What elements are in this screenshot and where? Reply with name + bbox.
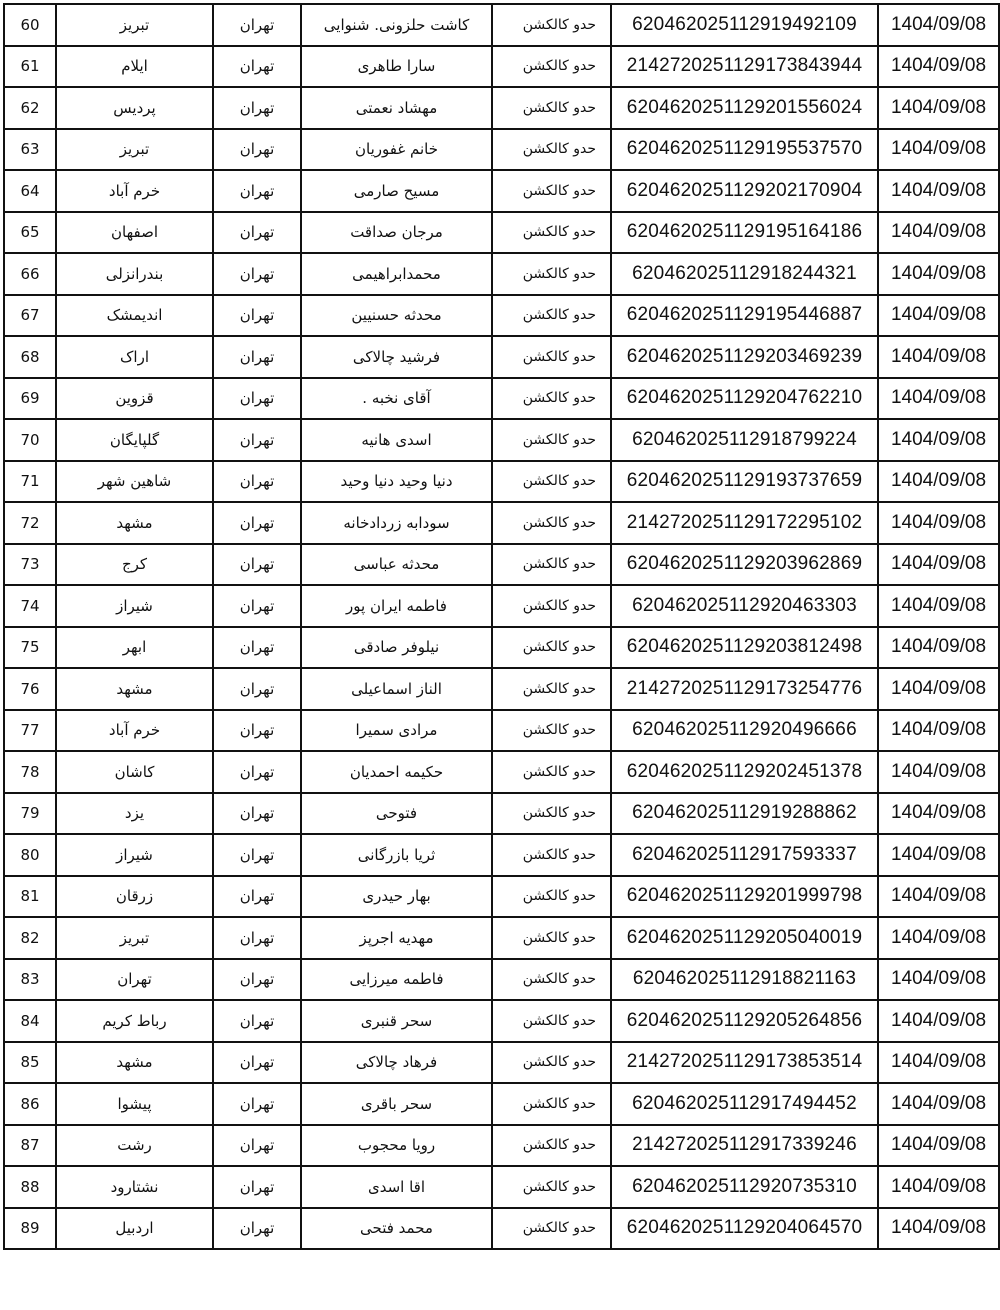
date-cell: 1404/09/08 <box>878 876 999 918</box>
destination-city-cell: زرقان <box>56 876 213 918</box>
courier-cell: حدو کالکشن <box>492 4 611 46</box>
date-cell: 1404/09/08 <box>878 461 999 503</box>
courier-cell: حدو کالکشن <box>492 295 611 337</box>
row-number-cell: 84 <box>4 1000 56 1042</box>
table-row <box>4 834 999 876</box>
courier-cell: حدو کالکشن <box>492 1042 611 1084</box>
origin-city-cell: تهران <box>213 253 301 295</box>
destination-city-cell: رباط کریم <box>56 1000 213 1042</box>
tracking-code-cell: 620462025112919492109 <box>611 4 878 46</box>
origin-city-cell: تهران <box>213 1166 301 1208</box>
origin-city-cell: تهران <box>213 295 301 337</box>
courier-cell: حدو کالکشن <box>492 876 611 918</box>
tracking-code-cell: 6204620251129203812498 <box>611 627 878 669</box>
row-number-cell: 67 <box>4 295 56 337</box>
tracking-code-cell: 2142720251129173853514 <box>611 1042 878 1084</box>
recipient-name-cell: سودابه زردادخانه <box>301 502 492 544</box>
origin-city-cell: تهران <box>213 876 301 918</box>
courier-cell: حدو کالکشن <box>492 253 611 295</box>
table-row <box>4 917 999 959</box>
destination-city-cell: گلپایگان <box>56 419 213 461</box>
origin-city-cell: تهران <box>213 378 301 420</box>
courier-cell: حدو کالکشن <box>492 585 611 627</box>
recipient-name-cell: بهار حیدری <box>301 876 492 918</box>
tracking-code-cell: 620462025112919288862 <box>611 793 878 835</box>
recipient-name-cell: رویا محجوب <box>301 1125 492 1167</box>
tracking-code-cell: 6204620251129195164186 <box>611 212 878 254</box>
origin-city-cell: تهران <box>213 336 301 378</box>
table-body <box>4 4 999 1249</box>
date-cell: 1404/09/08 <box>878 295 999 337</box>
recipient-name-cell: فاطمه میرزایی <box>301 959 492 1001</box>
destination-city-cell: بندرانزلی <box>56 253 213 295</box>
destination-city-cell: شیراز <box>56 834 213 876</box>
table-row <box>4 1208 999 1250</box>
courier-cell: حدو کالکشن <box>492 1000 611 1042</box>
origin-city-cell: تهران <box>213 834 301 876</box>
date-cell: 1404/09/08 <box>878 129 999 171</box>
row-number-cell: 72 <box>4 502 56 544</box>
table-row <box>4 876 999 918</box>
origin-city-cell: تهران <box>213 502 301 544</box>
origin-city-cell: تهران <box>213 585 301 627</box>
courier-cell: حدو کالکشن <box>492 959 611 1001</box>
table-row <box>4 710 999 752</box>
tracking-code-cell: 6204620251129195537570 <box>611 129 878 171</box>
tracking-code-cell: 620462025112917593337 <box>611 834 878 876</box>
tracking-code-cell: 6204620251129205040019 <box>611 917 878 959</box>
courier-cell: حدو کالکشن <box>492 46 611 88</box>
tracking-code-cell: 6204620251129202451378 <box>611 751 878 793</box>
destination-city-cell: اراک <box>56 336 213 378</box>
row-number-cell: 62 <box>4 87 56 129</box>
row-number-cell: 83 <box>4 959 56 1001</box>
tracking-code-cell: 620462025112920735310 <box>611 1166 878 1208</box>
destination-city-cell: اردبیل <box>56 1208 213 1250</box>
origin-city-cell: تهران <box>213 212 301 254</box>
table-row <box>4 336 999 378</box>
table-row <box>4 461 999 503</box>
shipment-table <box>3 3 1000 1250</box>
table-row <box>4 502 999 544</box>
courier-cell: حدو کالکشن <box>492 710 611 752</box>
table-row <box>4 1042 999 1084</box>
destination-city-cell: مشهد <box>56 1042 213 1084</box>
row-number-cell: 74 <box>4 585 56 627</box>
recipient-name-cell: محمد فتحی <box>301 1208 492 1250</box>
courier-cell: حدو کالکشن <box>492 502 611 544</box>
row-number-cell: 89 <box>4 1208 56 1250</box>
destination-city-cell: خرم آباد <box>56 170 213 212</box>
courier-cell: حدو کالکشن <box>492 544 611 586</box>
date-cell: 1404/09/08 <box>878 917 999 959</box>
row-number-cell: 66 <box>4 253 56 295</box>
date-cell: 1404/09/08 <box>878 1042 999 1084</box>
table-row <box>4 668 999 710</box>
destination-city-cell: نشتارود <box>56 1166 213 1208</box>
row-number-cell: 60 <box>4 4 56 46</box>
destination-city-cell: کاشان <box>56 751 213 793</box>
table-row <box>4 295 999 337</box>
date-cell: 1404/09/08 <box>878 1166 999 1208</box>
row-number-cell: 73 <box>4 544 56 586</box>
courier-cell: حدو کالکشن <box>492 1125 611 1167</box>
date-cell: 1404/09/08 <box>878 751 999 793</box>
table-row <box>4 46 999 88</box>
table-row <box>4 793 999 835</box>
date-cell: 1404/09/08 <box>878 793 999 835</box>
row-number-cell: 76 <box>4 668 56 710</box>
origin-city-cell: تهران <box>213 129 301 171</box>
recipient-name-cell: اسدی هانیه <box>301 419 492 461</box>
date-cell: 1404/09/08 <box>878 212 999 254</box>
origin-city-cell: تهران <box>213 627 301 669</box>
table-row <box>4 170 999 212</box>
tracking-code-cell: 620462025112917494452 <box>611 1083 878 1125</box>
table-row <box>4 585 999 627</box>
recipient-name-cell: فرشید چالاکی <box>301 336 492 378</box>
table-row <box>4 1125 999 1167</box>
date-cell: 1404/09/08 <box>878 1125 999 1167</box>
origin-city-cell: تهران <box>213 4 301 46</box>
courier-cell: حدو کالکشن <box>492 1083 611 1125</box>
row-number-cell: 69 <box>4 378 56 420</box>
date-cell: 1404/09/08 <box>878 253 999 295</box>
destination-city-cell: قزوین <box>56 378 213 420</box>
date-cell: 1404/09/08 <box>878 668 999 710</box>
destination-city-cell: رشت <box>56 1125 213 1167</box>
origin-city-cell: تهران <box>213 87 301 129</box>
tracking-code-cell: 6204620251129193737659 <box>611 461 878 503</box>
recipient-name-cell: مرادی سمیرا <box>301 710 492 752</box>
origin-city-cell: تهران <box>213 668 301 710</box>
row-number-cell: 78 <box>4 751 56 793</box>
courier-cell: حدو کالکشن <box>492 834 611 876</box>
origin-city-cell: تهران <box>213 419 301 461</box>
origin-city-cell: تهران <box>213 959 301 1001</box>
courier-cell: حدو کالکشن <box>492 751 611 793</box>
date-cell: 1404/09/08 <box>878 46 999 88</box>
table-row <box>4 87 999 129</box>
recipient-name-cell: محدثه حسنیین <box>301 295 492 337</box>
tracking-code-cell: 2142720251129172295102 <box>611 502 878 544</box>
row-number-cell: 77 <box>4 710 56 752</box>
courier-cell: حدو کالکشن <box>492 461 611 503</box>
courier-cell: حدو کالکشن <box>492 336 611 378</box>
tracking-code-cell: 6204620251129195446887 <box>611 295 878 337</box>
date-cell: 1404/09/08 <box>878 87 999 129</box>
date-cell: 1404/09/08 <box>878 627 999 669</box>
shipment-sheet <box>3 3 1000 1250</box>
courier-cell: حدو کالکشن <box>492 917 611 959</box>
destination-city-cell: مشهد <box>56 668 213 710</box>
recipient-name-cell: مسیح صارمی <box>301 170 492 212</box>
tracking-code-cell: 6204620251129203469239 <box>611 336 878 378</box>
row-number-cell: 75 <box>4 627 56 669</box>
destination-city-cell: شیراز <box>56 585 213 627</box>
tracking-code-cell: 6204620251129204064570 <box>611 1208 878 1250</box>
table-row <box>4 1166 999 1208</box>
destination-city-cell: مشهد <box>56 502 213 544</box>
courier-cell: حدو کالکشن <box>492 419 611 461</box>
courier-cell: حدو کالکشن <box>492 793 611 835</box>
destination-city-cell: تبریز <box>56 917 213 959</box>
date-cell: 1404/09/08 <box>878 1083 999 1125</box>
recipient-name-cell: ثریا بازرگانی <box>301 834 492 876</box>
recipient-name-cell: مهشاد نعمتی <box>301 87 492 129</box>
recipient-name-cell: اقا اسدی <box>301 1166 492 1208</box>
courier-cell: حدو کالکشن <box>492 378 611 420</box>
date-cell: 1404/09/08 <box>878 378 999 420</box>
origin-city-cell: تهران <box>213 1000 301 1042</box>
destination-city-cell: اندیمشک <box>56 295 213 337</box>
tracking-code-cell: 6204620251129205264856 <box>611 1000 878 1042</box>
origin-city-cell: تهران <box>213 1042 301 1084</box>
courier-cell: حدو کالکشن <box>492 627 611 669</box>
row-number-cell: 86 <box>4 1083 56 1125</box>
row-number-cell: 79 <box>4 793 56 835</box>
date-cell: 1404/09/08 <box>878 336 999 378</box>
table-row <box>4 751 999 793</box>
recipient-name-cell: حکیمه احمدیان <box>301 751 492 793</box>
row-number-cell: 88 <box>4 1166 56 1208</box>
destination-city-cell: تهران <box>56 959 213 1001</box>
recipient-name-cell: الناز اسماعیلی <box>301 668 492 710</box>
origin-city-cell: تهران <box>213 917 301 959</box>
row-number-cell: 65 <box>4 212 56 254</box>
tracking-code-cell: 6204620251129202170904 <box>611 170 878 212</box>
row-number-cell: 82 <box>4 917 56 959</box>
tracking-code-cell: 620462025112920463303 <box>611 585 878 627</box>
tracking-code-cell: 620462025112918244321 <box>611 253 878 295</box>
row-number-cell: 85 <box>4 1042 56 1084</box>
destination-city-cell: تبریز <box>56 129 213 171</box>
recipient-name-cell: خانم غفوریان <box>301 129 492 171</box>
table-row <box>4 378 999 420</box>
origin-city-cell: تهران <box>213 1208 301 1250</box>
recipient-name-cell: مهدیه اجرپز <box>301 917 492 959</box>
origin-city-cell: تهران <box>213 751 301 793</box>
date-cell: 1404/09/08 <box>878 502 999 544</box>
table-row <box>4 544 999 586</box>
recipient-name-cell: مرجان صداقت <box>301 212 492 254</box>
tracking-code-cell: 214272025112917339246 <box>611 1125 878 1167</box>
destination-city-cell: تبریز <box>56 4 213 46</box>
date-cell: 1404/09/08 <box>878 585 999 627</box>
row-number-cell: 63 <box>4 129 56 171</box>
origin-city-cell: تهران <box>213 710 301 752</box>
recipient-name-cell: سارا طاهری <box>301 46 492 88</box>
table-row <box>4 212 999 254</box>
table-row <box>4 4 999 46</box>
tracking-code-cell: 2142720251129173254776 <box>611 668 878 710</box>
table-row <box>4 959 999 1001</box>
origin-city-cell: تهران <box>213 461 301 503</box>
origin-city-cell: تهران <box>213 170 301 212</box>
date-cell: 1404/09/08 <box>878 170 999 212</box>
row-number-cell: 71 <box>4 461 56 503</box>
date-cell: 1404/09/08 <box>878 834 999 876</box>
origin-city-cell: تهران <box>213 1125 301 1167</box>
recipient-name-cell: فرهاد چالاکی <box>301 1042 492 1084</box>
destination-city-cell: کرج <box>56 544 213 586</box>
origin-city-cell: تهران <box>213 1083 301 1125</box>
destination-city-cell: پیشوا <box>56 1083 213 1125</box>
row-number-cell: 87 <box>4 1125 56 1167</box>
recipient-name-cell: سحر قنبری <box>301 1000 492 1042</box>
courier-cell: حدو کالکشن <box>492 212 611 254</box>
table-row <box>4 419 999 461</box>
courier-cell: حدو کالکشن <box>492 668 611 710</box>
tracking-code-cell: 620462025112920496666 <box>611 710 878 752</box>
recipient-name-cell: آقای نخبه . <box>301 378 492 420</box>
row-number-cell: 61 <box>4 46 56 88</box>
row-number-cell: 80 <box>4 834 56 876</box>
origin-city-cell: تهران <box>213 544 301 586</box>
row-number-cell: 81 <box>4 876 56 918</box>
courier-cell: حدو کالکشن <box>492 129 611 171</box>
destination-city-cell: خرم آباد <box>56 710 213 752</box>
recipient-name-cell: دنیا وحید دنیا وحید <box>301 461 492 503</box>
row-number-cell: 70 <box>4 419 56 461</box>
date-cell: 1404/09/08 <box>878 544 999 586</box>
table-row <box>4 253 999 295</box>
table-row <box>4 129 999 171</box>
destination-city-cell: اصفهان <box>56 212 213 254</box>
date-cell: 1404/09/08 <box>878 1000 999 1042</box>
tracking-code-cell: 6204620251129204762210 <box>611 378 878 420</box>
recipient-name-cell: سحر باقری <box>301 1083 492 1125</box>
destination-city-cell: ابهر <box>56 627 213 669</box>
table-row <box>4 1083 999 1125</box>
destination-city-cell: پردیس <box>56 87 213 129</box>
origin-city-cell: تهران <box>213 793 301 835</box>
destination-city-cell: یزد <box>56 793 213 835</box>
row-number-cell: 64 <box>4 170 56 212</box>
date-cell: 1404/09/08 <box>878 1208 999 1250</box>
origin-city-cell: تهران <box>213 46 301 88</box>
destination-city-cell: شاهین شهر <box>56 461 213 503</box>
table-row <box>4 1000 999 1042</box>
date-cell: 1404/09/08 <box>878 959 999 1001</box>
recipient-name-cell: محدثه عباسی <box>301 544 492 586</box>
recipient-name-cell: نیلوفر صادقی <box>301 627 492 669</box>
tracking-code-cell: 620462025112918821163 <box>611 959 878 1001</box>
tracking-code-cell: 620462025112918799224 <box>611 419 878 461</box>
destination-city-cell: ایلام <box>56 46 213 88</box>
courier-cell: حدو کالکشن <box>492 1166 611 1208</box>
row-number-cell: 68 <box>4 336 56 378</box>
courier-cell: حدو کالکشن <box>492 87 611 129</box>
recipient-name-cell: فتوحی <box>301 793 492 835</box>
date-cell: 1404/09/08 <box>878 419 999 461</box>
tracking-code-cell: 6204620251129203962869 <box>611 544 878 586</box>
date-cell: 1404/09/08 <box>878 4 999 46</box>
tracking-code-cell: 2142720251129173843944 <box>611 46 878 88</box>
date-cell: 1404/09/08 <box>878 710 999 752</box>
courier-cell: حدو کالکشن <box>492 170 611 212</box>
courier-cell: حدو کالکشن <box>492 1208 611 1250</box>
table-row <box>4 627 999 669</box>
recipient-name-cell: کاشت حلزونی. شنوایی <box>301 4 492 46</box>
recipient-name-cell: محمدابراهیمی <box>301 253 492 295</box>
tracking-code-cell: 6204620251129201999798 <box>611 876 878 918</box>
recipient-name-cell: فاطمه ایران پور <box>301 585 492 627</box>
tracking-code-cell: 6204620251129201556024 <box>611 87 878 129</box>
